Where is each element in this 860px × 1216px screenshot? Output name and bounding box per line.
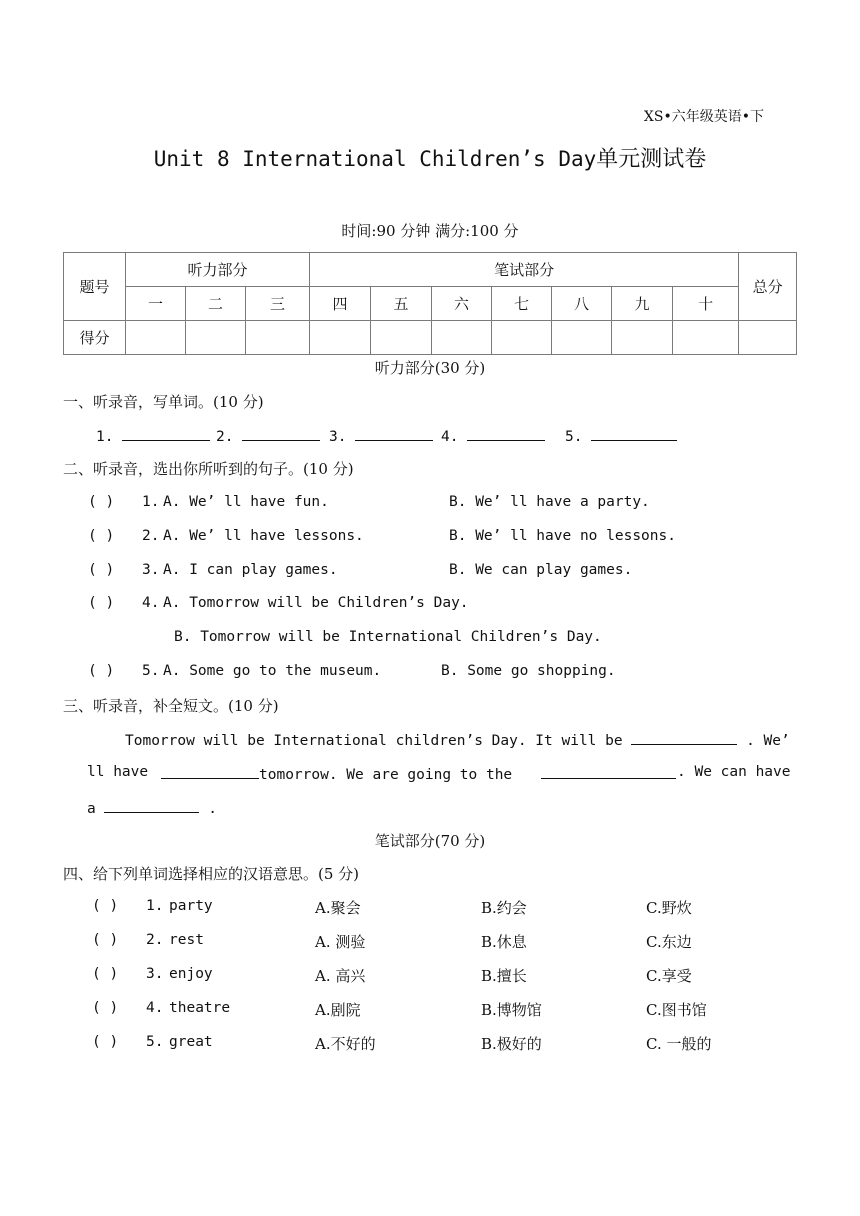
part1-item: 1. <box>96 426 210 445</box>
answer-paren[interactable]: ( ) <box>92 1034 119 1050</box>
vocab-word: great <box>169 1034 213 1050</box>
question-number: 3. <box>146 966 164 982</box>
question-number: 2. <box>142 528 160 544</box>
option-b: B. We’ ll have a party. <box>449 494 650 510</box>
title-english: Unit 8 International Children’s Day <box>153 147 597 171</box>
option-c: C. 一般的 <box>646 1035 712 1053</box>
column-header: 八 <box>552 287 612 321</box>
option-a: A. We’ ll have fun. <box>163 494 329 510</box>
written-heading: 笔试部分(70 分) <box>374 832 486 850</box>
option-a: A. Some go to the museum. <box>163 663 382 679</box>
passage-line: tomorrow. We are going to the <box>161 764 512 783</box>
passage-line: Tomorrow will be International children’s Day. It will be . We’ <box>125 730 790 749</box>
option-a: A.聚会 <box>315 899 361 917</box>
question-number: 1. <box>142 494 160 510</box>
column-header: 五 <box>371 287 432 321</box>
score-cell[interactable] <box>432 321 492 355</box>
series-label: XS•六年级英语•下 <box>643 109 764 125</box>
option-b: B. We can play games. <box>449 562 633 578</box>
answer-paren[interactable]: ( ) <box>92 932 119 948</box>
column-header: 四 <box>310 287 371 321</box>
option-b: B. Some go shopping. <box>441 663 616 679</box>
answer-blank[interactable] <box>541 764 676 779</box>
option-b: B.极好的 <box>481 1035 542 1053</box>
part3-title: 三、听录音，补全短文。(10 分) <box>63 697 279 715</box>
score-cell[interactable] <box>126 321 186 355</box>
option-c: C.东边 <box>646 933 692 951</box>
time-info: 时间:90 分钟 满分:100 分 <box>341 222 519 240</box>
answer-blank[interactable] <box>355 426 433 441</box>
part1-item: 4. <box>441 426 545 445</box>
score-cell[interactable] <box>612 321 673 355</box>
title-chinese: 单元测试卷 <box>596 147 707 172</box>
option-b: B. We’ ll have no lessons. <box>449 528 676 544</box>
column-header: 二 <box>186 287 246 321</box>
score-table <box>63 252 797 355</box>
answer-blank[interactable] <box>242 426 320 441</box>
option-b: B.博物馆 <box>481 1001 542 1019</box>
score-cell[interactable] <box>673 321 739 355</box>
answer-paren[interactable]: ( ) <box>92 898 119 914</box>
answer-paren[interactable]: ( ) <box>92 966 119 982</box>
question-number: 4. <box>146 1000 164 1016</box>
listening-section-cell: 听力部分 <box>126 253 310 287</box>
answer-paren[interactable]: ( ) <box>88 494 115 510</box>
part2-title: 二、听录音，选出你所听到的句子。(10 分) <box>63 460 354 478</box>
option-a: A. Tomorrow will be Children’s Day. <box>163 595 469 611</box>
column-header: 十 <box>673 287 739 321</box>
part1-item: 3. <box>329 426 433 445</box>
option-a: A.不好的 <box>315 1035 376 1053</box>
question-number: 5. <box>146 1034 164 1050</box>
passage-line: ll have <box>87 764 149 780</box>
question-number: 4. <box>142 595 160 611</box>
column-header: 三 <box>246 287 310 321</box>
passage-line: a . <box>87 798 217 817</box>
option-a: A. 高兴 <box>315 967 366 985</box>
score-cell[interactable] <box>246 321 310 355</box>
option-b: B. Tomorrow will be International Children’s Day. <box>174 629 602 645</box>
score-label-cell: 得分 <box>64 321 126 355</box>
score-cell[interactable] <box>492 321 552 355</box>
score-cell[interactable] <box>371 321 432 355</box>
vocab-word: rest <box>169 932 204 948</box>
score-cell[interactable] <box>186 321 246 355</box>
part1-item: 5. <box>565 426 677 445</box>
answer-blank[interactable] <box>161 764 259 779</box>
vocab-word: enjoy <box>169 966 213 982</box>
column-header: 一 <box>126 287 186 321</box>
part1-item: 2. <box>216 426 320 445</box>
option-a: A. We’ ll have lessons. <box>163 528 364 544</box>
question-number: 3. <box>142 562 160 578</box>
answer-paren[interactable]: ( ) <box>88 562 115 578</box>
total-cell: 总分 <box>739 253 797 321</box>
column-header: 六 <box>432 287 492 321</box>
option-a: A. I can play games. <box>163 562 338 578</box>
passage-line: . We can have <box>677 764 791 780</box>
passage-line <box>541 764 676 783</box>
option-c: C.享受 <box>646 967 692 985</box>
option-a: A. 测验 <box>315 933 366 951</box>
part4-title: 四、给下列单词选择相应的汉语意思。(5 分) <box>63 865 360 883</box>
question-number: 1. <box>146 898 164 914</box>
listening-heading: 听力部分(30 分) <box>374 359 486 377</box>
part1-title: 一、听录音，写单词。(10 分) <box>63 393 264 411</box>
answer-paren[interactable]: ( ) <box>88 663 115 679</box>
score-cell[interactable] <box>310 321 371 355</box>
answer-blank[interactable] <box>631 730 737 745</box>
page-title <box>0 142 860 173</box>
written-section-cell: 笔试部分 <box>310 253 739 287</box>
score-cell[interactable] <box>552 321 612 355</box>
answer-blank[interactable] <box>591 426 677 441</box>
score-cell[interactable] <box>739 321 797 355</box>
answer-blank[interactable] <box>104 798 199 813</box>
answer-paren[interactable]: ( ) <box>92 1000 119 1016</box>
vocab-word: theatre <box>169 1000 231 1016</box>
column-header: 九 <box>612 287 673 321</box>
question-number: 2. <box>146 932 164 948</box>
option-c: C.图书馆 <box>646 1001 707 1019</box>
vocab-word: party <box>169 898 213 914</box>
answer-blank[interactable] <box>467 426 545 441</box>
option-a: A.剧院 <box>315 1001 361 1019</box>
option-c: C.野炊 <box>646 899 692 917</box>
answer-paren[interactable]: ( ) <box>88 595 115 611</box>
column-header: 七 <box>492 287 552 321</box>
question-number: 5. <box>142 663 160 679</box>
answer-blank[interactable] <box>122 426 210 441</box>
answer-paren[interactable]: ( ) <box>88 528 115 544</box>
option-b: B.约会 <box>481 899 527 917</box>
option-b: B.休息 <box>481 933 527 951</box>
option-b: B.擅长 <box>481 967 527 985</box>
row-label-cell: 题号 <box>64 253 126 321</box>
